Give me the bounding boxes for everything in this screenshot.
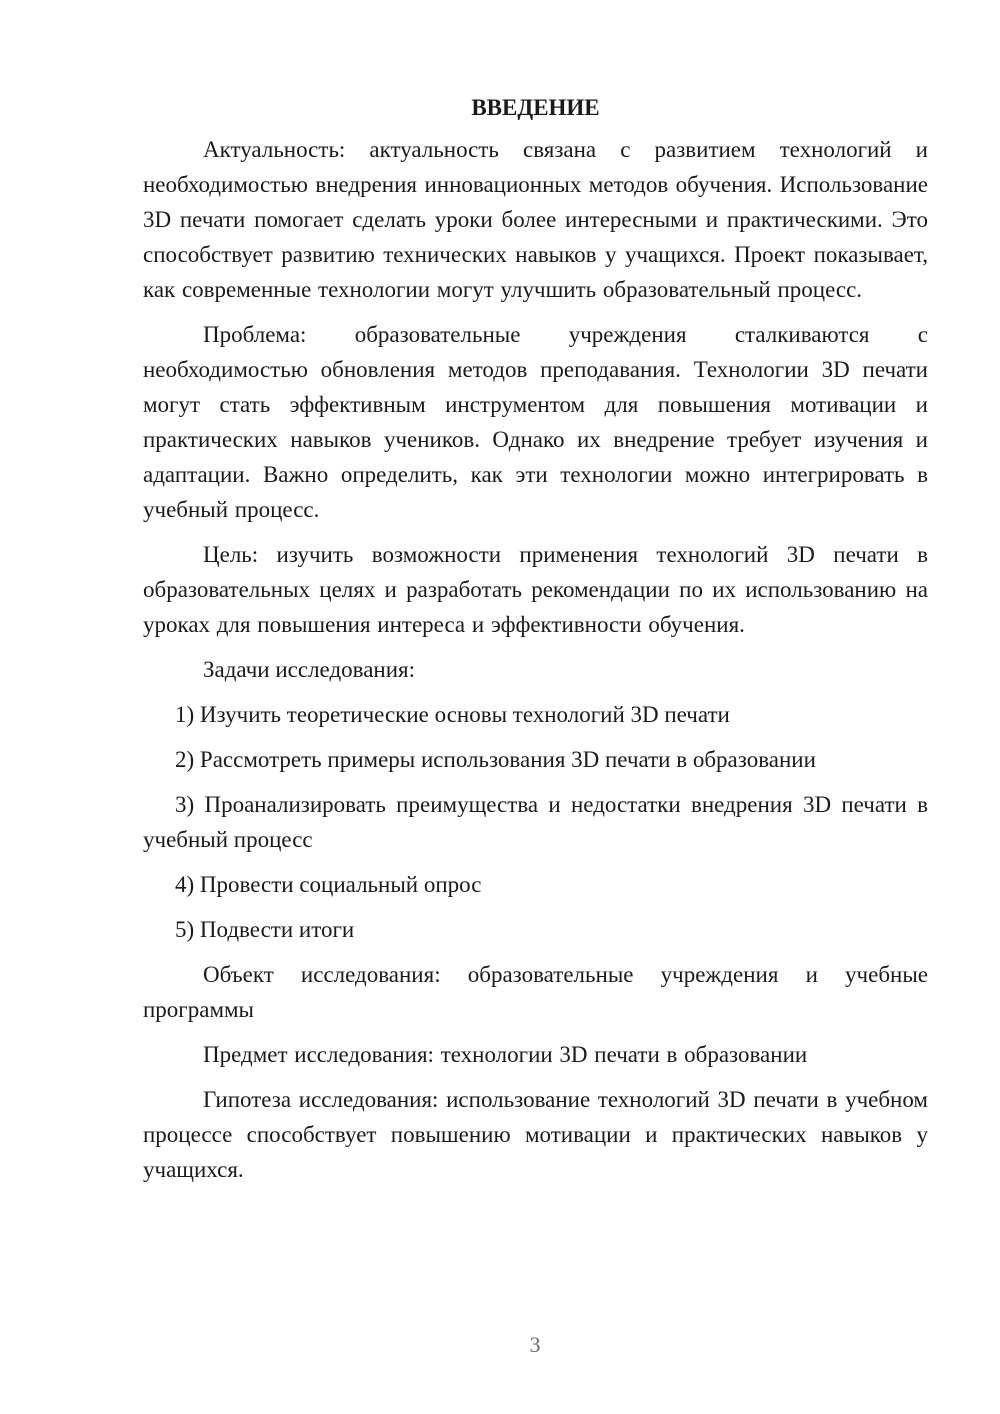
task-item-4: 4) Провести социальный опрос [175,872,482,897]
page-content [143,90,928,1197]
problem-paragraph: Проблема: образовательные учреждения сталкиваются с необходимостью обновления методов преподавания. Технологии 3D печати могут стать эффективным инструментом для повышения мотивации и практических навыков учеников. Однако их внедрение требует изучения и адаптации. Важно определить, как эти технологии можно интегрировать в учебный процесс. [143,322,928,522]
page-number: 3 [529,1332,541,1357]
task-item-5: 5) Подвести итоги [175,917,355,942]
hypothesis-paragraph: Гипотеза исследования: использование технологий 3D печати в учебном процессе способствует повышению мотивации и практических навыков у учащихся. [143,1087,928,1182]
section-title: ВВЕДЕНИЕ [471,95,600,120]
task-item-3: 3) Проанализировать преимущества и недостатки внедрения 3D печати в учебный процесс [143,792,928,852]
relevance-paragraph: Актуальность: актуальность связана с развитием технологий и необходимостью внедрения инновационных методов обучения. Использование 3D печати помогает сделать уроки более интересными и практическими. Это способствует развитию технических навыков у учащихся. Проект показывает, как современные технологии могут улучшить образовательный процесс. [143,137,928,302]
goal-paragraph: Цель: изучить возможности применения технологий 3D печати в образовательных целях и разработать рекомендации по их использованию на уроках для повышения интереса и эффективности обучения. [143,542,928,637]
object-paragraph: Объект исследования: образовательные учреждения и учебные программы [143,962,928,1022]
task-item-2: 2) Рассмотреть примеры использования 3D печати в образовании [175,747,816,772]
tasks-heading: Задачи исследования: [203,657,416,682]
subject-paragraph: Предмет исследования: технологии 3D печати в образовании [203,1042,808,1067]
task-item-1: 1) Изучить теоретические основы технологий 3D печати [175,702,730,727]
tasks-list [143,697,928,947]
